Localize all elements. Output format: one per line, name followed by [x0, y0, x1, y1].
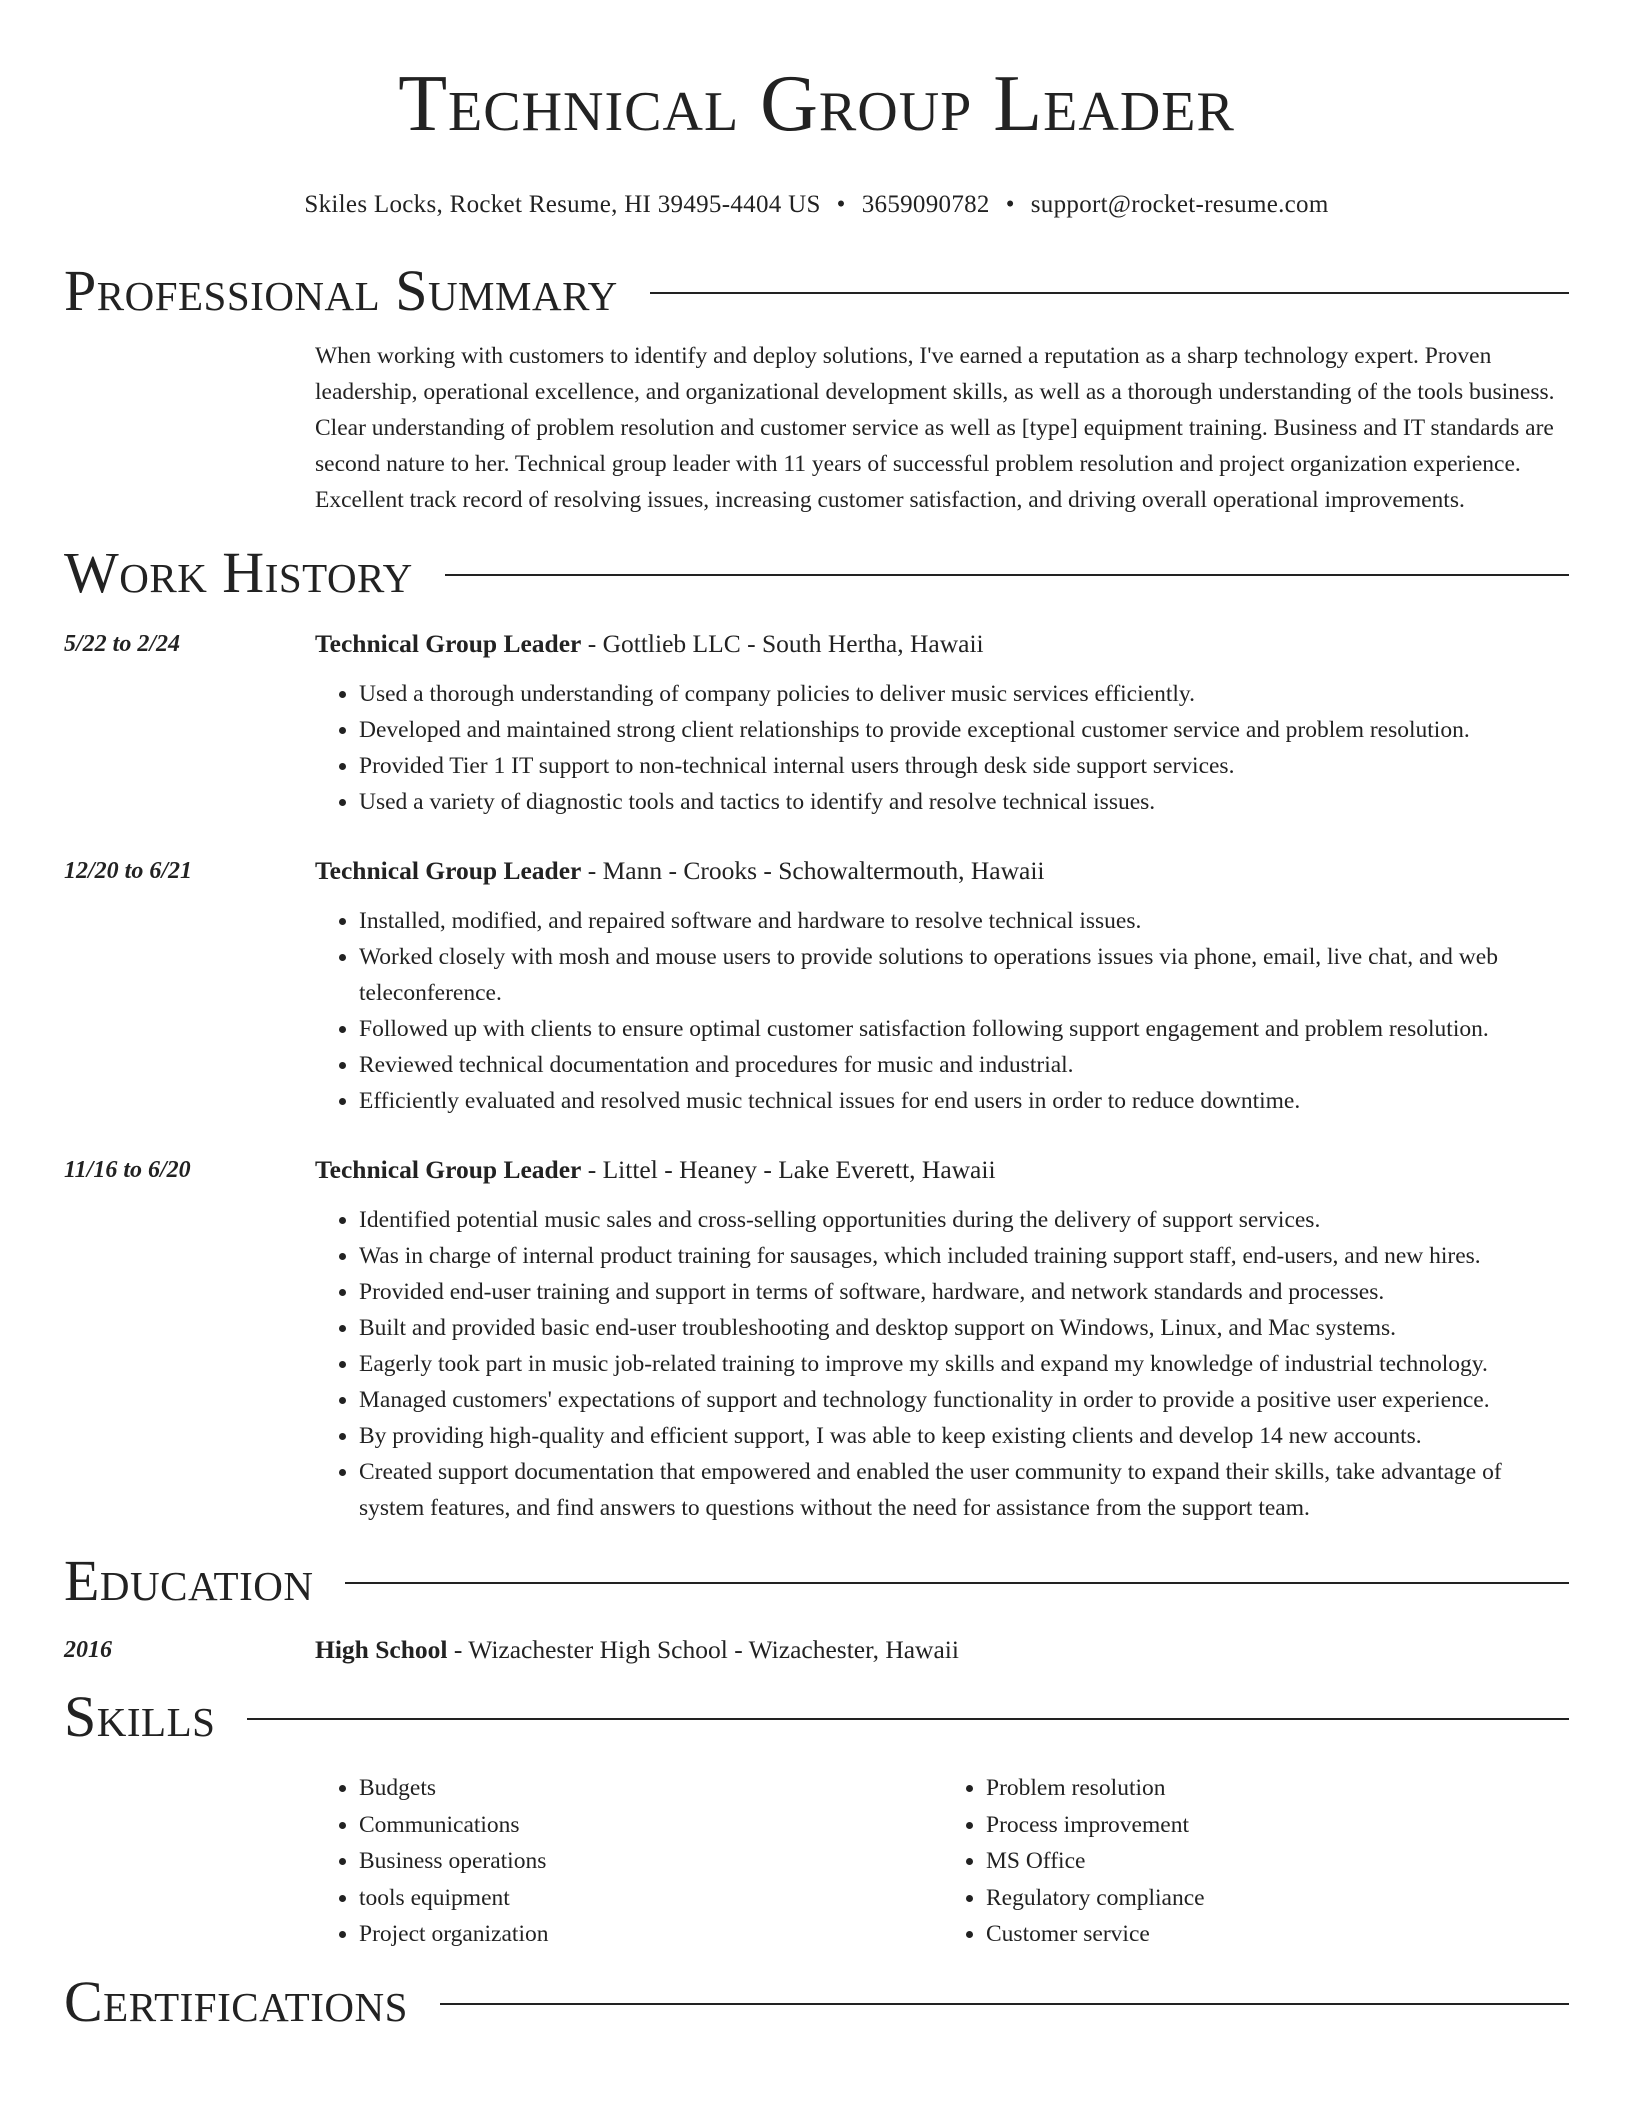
job-title: Technical Group Leader [315, 1155, 582, 1184]
professional-summary-section [64, 260, 1569, 518]
list-item: • Developed and maintained strong client relationships to provide exceptional customer service and problem resolution. [359, 712, 1569, 748]
job-dates: 5/22 to 2/24 [64, 631, 181, 657]
summary-text: When working with customers to identify and deploy solutions, I've earned a reputation as a sharp technology expert. Proven leadership, operational excellence, and organizational development skills, as well as a thorough understanding of the tools business. Clear understanding of problem resolution and customer service as well as [type] equipment training. Business and IT standards are second nature to her. Technical group leader with 11 years of successful problem resolution and project organization experience. Excellent track record of resolving issues, increasing customer satisfaction, and driving overall operational improvements. [315, 343, 1555, 513]
section-heading [64, 1968, 1569, 2034]
education-section [64, 1550, 1569, 1668]
job-title-line [315, 853, 1569, 889]
skills-section [64, 1686, 1569, 1953]
list-item: • Built and provided basic end-user troubleshooting and desktop support on Windows, Linux, and Mac systems. [359, 1310, 1569, 1346]
section-divider [650, 292, 1569, 294]
list-item: • Eagerly took part in music job-related training to improve my skills and expand my knowledge of industrial technology. [359, 1346, 1569, 1382]
contact-phone: 3659090782 [861, 191, 990, 218]
skills-list-right [942, 1770, 1569, 1953]
section-heading [64, 1686, 1569, 1748]
list-item: • Managed customers' expectations of support and technology functionality in order to provide a positive user experience. [359, 1382, 1569, 1418]
skill-item: • Budgets [359, 1770, 942, 1807]
job-entry [64, 1152, 1569, 1526]
job-entry [64, 626, 1569, 820]
skill-item: • Customer service [986, 1916, 1569, 1953]
job-title: Technical Group Leader [315, 856, 582, 885]
contact-separator: • [1005, 191, 1015, 218]
contact-line [64, 190, 1569, 220]
contact-email: support@rocket-resume.com [1030, 191, 1329, 218]
skill-item: • Business operations [359, 1843, 942, 1880]
resume-name-title: Technical Group Leader [398, 60, 1235, 148]
skill-item: • Project organization [359, 1916, 942, 1953]
skills-list-left [315, 1770, 942, 1953]
certifications-section [64, 1968, 1569, 2034]
section-heading [64, 260, 1569, 322]
job-title: Technical Group Leader [315, 629, 582, 658]
list-item: • By providing high-quality and efficient support, I was able to keep existing clients and develop 14 new accounts. [359, 1418, 1569, 1454]
job-entry [64, 853, 1569, 1119]
education-entry [64, 1632, 1569, 1668]
section-heading-label: Professional Summary [64, 258, 618, 323]
education-school: - Wizachester High School - Wizachester, Hawaii [447, 1635, 959, 1664]
list-item: • Installed, modified, and repaired software and hardware to resolve technical issues. [359, 903, 1569, 939]
skill-item: • Regulatory compliance [986, 1880, 1569, 1917]
skill-item: • MS Office [986, 1843, 1569, 1880]
skill-item: • tools equipment [359, 1880, 942, 1917]
section-divider [440, 2003, 1569, 2005]
list-item: • Reviewed technical documentation and procedures for music and industrial. [359, 1047, 1569, 1083]
contact-separator: • [836, 191, 846, 218]
skill-item: • Communications [359, 1807, 942, 1844]
section-heading [64, 542, 1569, 604]
section-divider [445, 574, 1569, 576]
education-degree: High School [315, 1635, 448, 1664]
job-dates: 12/20 to 6/21 [64, 858, 193, 884]
list-item: • Provided Tier 1 IT support to non-technical internal users through desk side support services. [359, 748, 1569, 784]
list-item: • Identified potential music sales and cross-selling opportunities during the delivery of support services. [359, 1202, 1569, 1238]
section-divider [247, 1718, 1569, 1720]
skill-item: • Problem resolution [986, 1770, 1569, 1807]
job-employer: - Mann - Crooks - Schowaltermouth, Hawaii [581, 856, 1045, 885]
job-bullets [315, 903, 1569, 1119]
list-item: • Was in charge of internal product training for sausages, which included training support staff, end-users, and new hires. [359, 1238, 1569, 1274]
contact-address: Skiles Locks, Rocket Resume, HI 39495-4404 US [304, 191, 821, 218]
skills-grid [315, 1770, 1569, 1953]
list-item: • Used a thorough understanding of company policies to deliver music services efficiently. [359, 676, 1569, 712]
job-title-line [315, 1152, 1569, 1188]
job-employer: - Littel - Heaney - Lake Everett, Hawaii [581, 1155, 996, 1184]
section-heading-label: Certifications [64, 1968, 408, 2034]
job-bullets [315, 1202, 1569, 1526]
job-employer: - Gottlieb LLC - South Hertha, Hawaii [581, 629, 984, 658]
job-dates: 11/16 to 6/20 [64, 1157, 191, 1183]
section-divider [345, 1582, 1569, 1584]
education-year: 2016 [64, 1637, 112, 1663]
section-heading-label: Work History [64, 540, 413, 605]
section-heading-label: Skills [64, 1684, 216, 1749]
work-history-section [64, 542, 1569, 1526]
section-heading-label: Education [64, 1548, 314, 1613]
list-item: • Created support documentation that empowered and enabled the user community to expand their skills, take advantage of system features, and find answers to questions without the need for assistance from the support team. [359, 1454, 1569, 1526]
education-line [315, 1632, 1569, 1668]
section-heading [64, 1550, 1569, 1612]
list-item: • Worked closely with mosh and mouse users to provide solutions to operations issues via phone, email, live chat, and web teleconference. [359, 939, 1569, 1011]
list-item: • Provided end-user training and support in terms of software, hardware, and network standards and processes. [359, 1274, 1569, 1310]
skill-item: • Process improvement [986, 1807, 1569, 1844]
list-item: • Efficiently evaluated and resolved music technical issues for end users in order to reduce downtime. [359, 1083, 1569, 1119]
job-bullets [315, 676, 1569, 820]
job-title-line [315, 626, 1569, 662]
list-item: • Followed up with clients to ensure optimal customer satisfaction following support engagement and problem resolution. [359, 1011, 1569, 1047]
list-item: • Used a variety of diagnostic tools and tactics to identify and resolve technical issues. [359, 784, 1569, 820]
